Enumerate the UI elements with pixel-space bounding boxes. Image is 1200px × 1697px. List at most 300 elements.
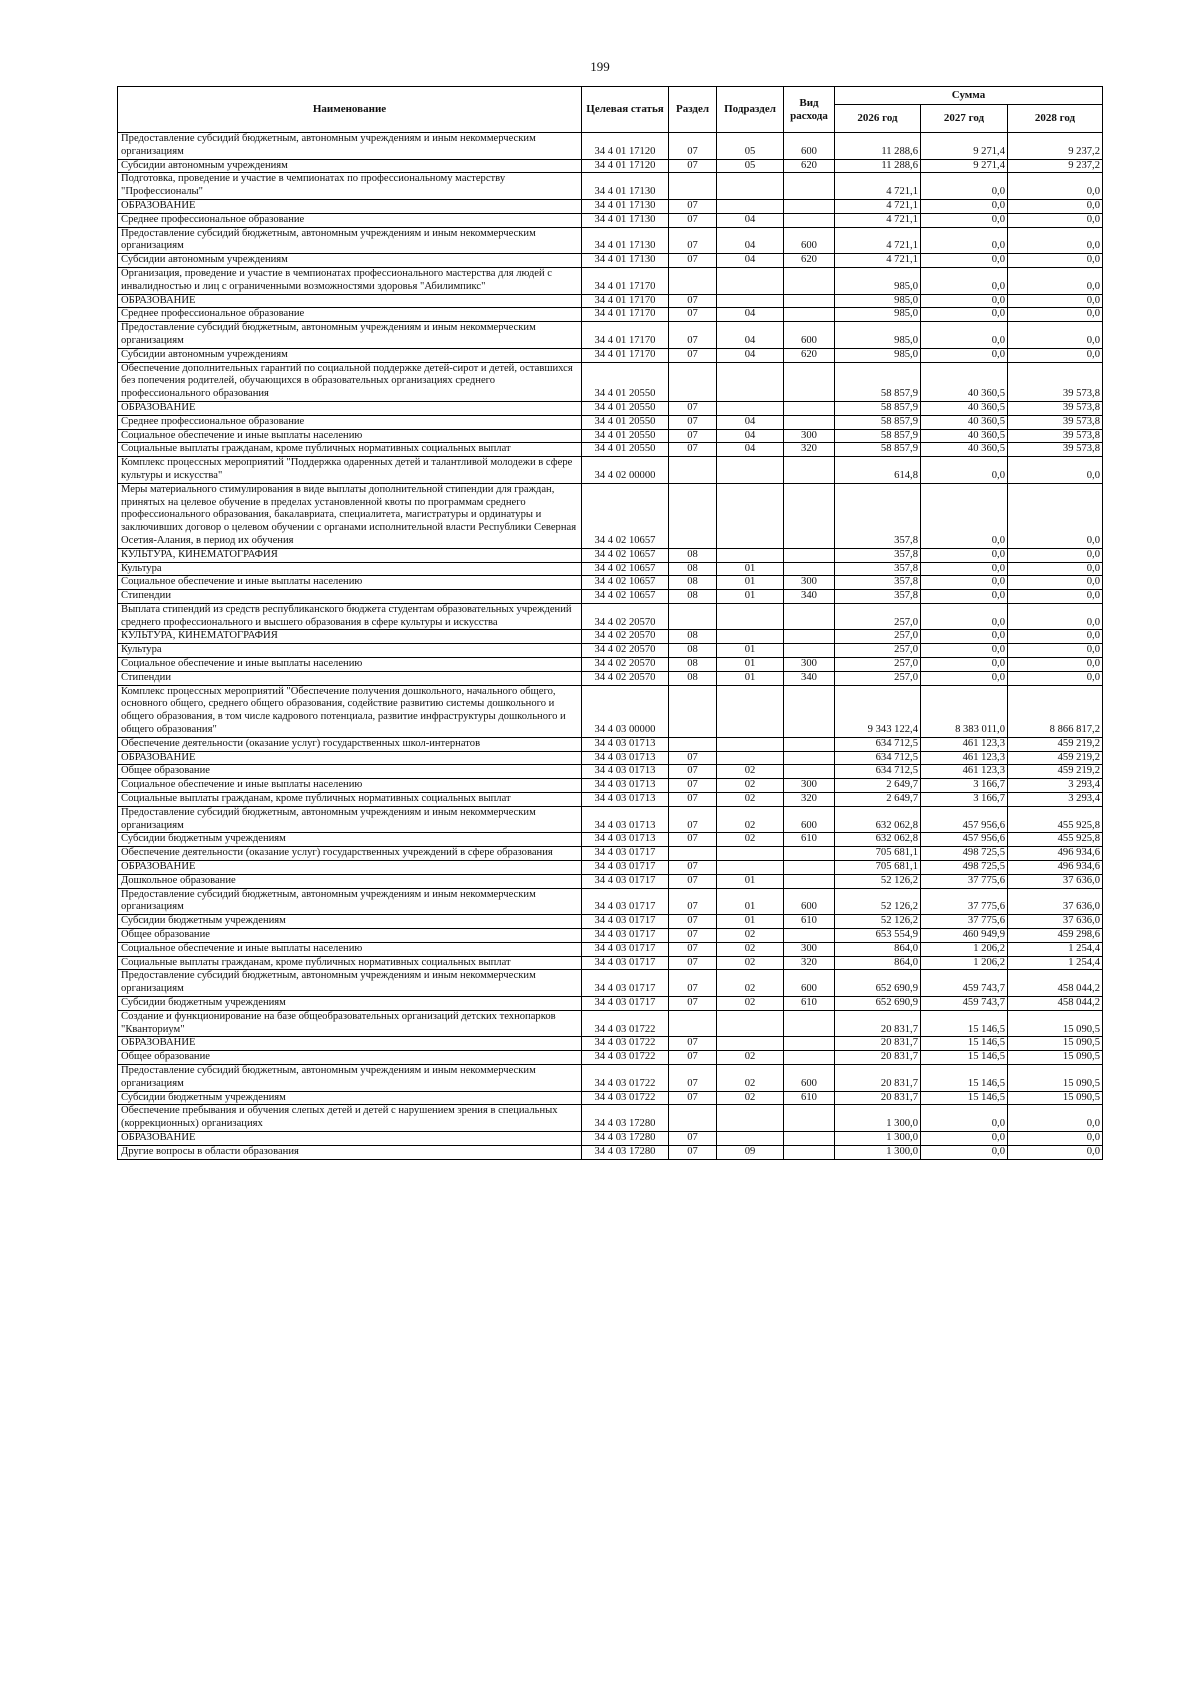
table-row [118, 457, 1103, 484]
row-sum-2027: 0,0 [921, 457, 1008, 484]
row-target-code: 34 4 03 17280 [582, 1105, 669, 1132]
row-sum-2026: 864,0 [835, 942, 921, 956]
row-vid: 600 [784, 133, 835, 160]
row-razdel [669, 267, 717, 294]
row-razdel: 07 [669, 956, 717, 970]
row-sum-2027: 0,0 [921, 348, 1008, 362]
row-razdel [669, 847, 717, 861]
row-sum-2026: 4 721,1 [835, 213, 921, 227]
row-razdel: 07 [669, 308, 717, 322]
table-row [118, 1131, 1103, 1145]
row-target-code: 34 4 01 17120 [582, 133, 669, 160]
row-sum-2026: 20 831,7 [835, 1037, 921, 1051]
row-sum-2027: 40 360,5 [921, 415, 1008, 429]
row-name: Стипендии [118, 671, 582, 685]
table-row [118, 1091, 1103, 1105]
row-sum-2027: 457 956,6 [921, 806, 1008, 833]
table-row [118, 970, 1103, 997]
row-target-code: 34 4 01 17170 [582, 294, 669, 308]
row-target-code: 34 4 01 20550 [582, 362, 669, 401]
row-vid [784, 603, 835, 630]
row-sum-2028: 458 044,2 [1008, 997, 1103, 1011]
row-sum-2026: 58 857,9 [835, 429, 921, 443]
row-sum-2026: 985,0 [835, 308, 921, 322]
row-razdel: 08 [669, 590, 717, 604]
row-target-code: 34 4 03 01713 [582, 793, 669, 807]
row-name: Обеспечение деятельности (оказание услуг) государственных школ-интернатов [118, 737, 582, 751]
row-sum-2028: 8 866 817,2 [1008, 685, 1103, 737]
row-vid [784, 847, 835, 861]
row-vid: 300 [784, 576, 835, 590]
row-sum-2027: 0,0 [921, 603, 1008, 630]
row-podrazdel [717, 362, 784, 401]
row-vid [784, 173, 835, 200]
table-row [118, 833, 1103, 847]
row-sum-2027: 15 146,5 [921, 1091, 1008, 1105]
row-sum-2027: 457 956,6 [921, 833, 1008, 847]
row-podrazdel [717, 1131, 784, 1145]
row-target-code: 34 4 01 17170 [582, 267, 669, 294]
row-target-code: 34 4 01 20550 [582, 429, 669, 443]
row-vid: 600 [784, 888, 835, 915]
table-row [118, 254, 1103, 268]
row-razdel [669, 685, 717, 737]
row-razdel [669, 1105, 717, 1132]
row-name: Общее образование [118, 765, 582, 779]
row-name: Предоставление субсидий бюджетным, автономным учреждениям и иным некоммерческим организациям [118, 1064, 582, 1091]
row-sum-2027: 0,0 [921, 630, 1008, 644]
row-name: Предоставление субсидий бюджетным, автономным учреждениям и иным некоммерческим организациям [118, 227, 582, 254]
row-name: Субсидии автономным учреждениям [118, 159, 582, 173]
row-podrazdel: 02 [717, 833, 784, 847]
row-sum-2026: 985,0 [835, 322, 921, 349]
row-sum-2028: 37 636,0 [1008, 888, 1103, 915]
row-sum-2027: 8 383 011,0 [921, 685, 1008, 737]
row-sum-2028: 37 636,0 [1008, 874, 1103, 888]
row-target-code: 34 4 02 20570 [582, 671, 669, 685]
row-sum-2027: 37 775,6 [921, 874, 1008, 888]
row-sum-2028: 455 925,8 [1008, 806, 1103, 833]
row-sum-2026: 58 857,9 [835, 443, 921, 457]
row-sum-2027: 459 743,7 [921, 997, 1008, 1011]
row-sum-2027: 37 775,6 [921, 888, 1008, 915]
row-sum-2028: 15 090,5 [1008, 1091, 1103, 1105]
row-sum-2028: 0,0 [1008, 267, 1103, 294]
row-podrazdel [717, 294, 784, 308]
row-podrazdel: 02 [717, 970, 784, 997]
table-row [118, 671, 1103, 685]
row-name: ОБРАЗОВАНИЕ [118, 861, 582, 875]
row-target-code: 34 4 02 10657 [582, 562, 669, 576]
row-podrazdel: 02 [717, 1051, 784, 1065]
row-sum-2028: 15 090,5 [1008, 1064, 1103, 1091]
row-target-code: 34 4 03 17280 [582, 1131, 669, 1145]
row-sum-2028: 0,0 [1008, 322, 1103, 349]
row-podrazdel: 01 [717, 874, 784, 888]
row-vid [784, 1131, 835, 1145]
table-row [118, 658, 1103, 672]
row-sum-2028: 1 254,4 [1008, 956, 1103, 970]
row-podrazdel [717, 737, 784, 751]
row-name: Предоставление субсидий бюджетным, автономным учреждениям и иным некоммерческим организациям [118, 970, 582, 997]
row-vid [784, 861, 835, 875]
row-podrazdel: 02 [717, 997, 784, 1011]
row-sum-2028: 0,0 [1008, 294, 1103, 308]
row-name: ОБРАЗОВАНИЕ [118, 1037, 582, 1051]
row-sum-2027: 3 166,7 [921, 793, 1008, 807]
row-sum-2028: 0,0 [1008, 576, 1103, 590]
row-sum-2026: 357,8 [835, 576, 921, 590]
row-name: Предоставление субсидий бюджетным, автономным учреждениям и иным некоммерческим организациям [118, 888, 582, 915]
row-name: Социальное обеспечение и иные выплаты населению [118, 779, 582, 793]
row-vid [784, 213, 835, 227]
row-podrazdel: 01 [717, 576, 784, 590]
table-row [118, 562, 1103, 576]
table-row [118, 348, 1103, 362]
row-podrazdel [717, 1105, 784, 1132]
row-sum-2028: 0,0 [1008, 213, 1103, 227]
row-razdel: 08 [669, 658, 717, 672]
table-row [118, 1037, 1103, 1051]
row-target-code: 34 4 03 00000 [582, 685, 669, 737]
row-vid [784, 630, 835, 644]
row-sum-2027: 15 146,5 [921, 1010, 1008, 1037]
row-target-code: 34 4 02 10657 [582, 576, 669, 590]
row-sum-2026: 2 649,7 [835, 793, 921, 807]
row-target-code: 34 4 01 17120 [582, 159, 669, 173]
row-sum-2026: 257,0 [835, 644, 921, 658]
table-row [118, 362, 1103, 401]
row-target-code: 34 4 01 20550 [582, 443, 669, 457]
row-sum-2028: 39 573,8 [1008, 443, 1103, 457]
table-row [118, 874, 1103, 888]
row-sum-2026: 257,0 [835, 671, 921, 685]
row-sum-2027: 0,0 [921, 658, 1008, 672]
row-name: Социальное обеспечение и иные выплаты населению [118, 429, 582, 443]
row-sum-2027: 40 360,5 [921, 429, 1008, 443]
row-vid: 620 [784, 348, 835, 362]
header-podrazdel: Подраздел [717, 87, 784, 133]
row-vid [784, 685, 835, 737]
row-podrazdel: 02 [717, 806, 784, 833]
table-row [118, 603, 1103, 630]
table-row [118, 590, 1103, 604]
row-target-code: 34 4 01 17130 [582, 213, 669, 227]
row-target-code: 34 4 03 01717 [582, 942, 669, 956]
row-target-code: 34 4 03 01713 [582, 779, 669, 793]
row-sum-2027: 0,0 [921, 254, 1008, 268]
row-podrazdel: 02 [717, 956, 784, 970]
row-target-code: 34 4 03 01717 [582, 874, 669, 888]
row-sum-2028: 0,0 [1008, 227, 1103, 254]
row-podrazdel [717, 401, 784, 415]
table-row [118, 630, 1103, 644]
row-sum-2026: 257,0 [835, 658, 921, 672]
row-razdel: 07 [669, 1091, 717, 1105]
row-sum-2026: 357,8 [835, 562, 921, 576]
row-razdel [669, 483, 717, 548]
budget-table [117, 86, 1103, 1160]
table-row [118, 685, 1103, 737]
row-sum-2028: 37 636,0 [1008, 915, 1103, 929]
row-sum-2026: 634 712,5 [835, 751, 921, 765]
row-sum-2028: 3 293,4 [1008, 793, 1103, 807]
row-target-code: 34 4 03 01713 [582, 806, 669, 833]
row-name: Комплекс процессных мероприятий "Поддержка одаренных детей и талантливой молодежи в сфере культуры и искусства" [118, 457, 582, 484]
table-row [118, 415, 1103, 429]
row-target-code: 34 4 03 01722 [582, 1010, 669, 1037]
row-sum-2028: 0,0 [1008, 644, 1103, 658]
row-name: Подготовка, проведение и участие в чемпионатах по профессиональному мастерству "Профессионалы" [118, 173, 582, 200]
row-razdel: 07 [669, 779, 717, 793]
row-sum-2028: 0,0 [1008, 630, 1103, 644]
row-name: КУЛЬТУРА, КИНЕМАТОГРАФИЯ [118, 630, 582, 644]
row-vid [784, 362, 835, 401]
row-sum-2028: 0,0 [1008, 308, 1103, 322]
row-target-code: 34 4 03 01717 [582, 956, 669, 970]
row-sum-2027: 3 166,7 [921, 779, 1008, 793]
table-row [118, 1051, 1103, 1065]
row-name: ОБРАЗОВАНИЕ [118, 294, 582, 308]
row-razdel: 07 [669, 833, 717, 847]
row-name: Предоставление субсидий бюджетным, автономным учреждениям и иным некоммерческим организациям [118, 133, 582, 160]
row-razdel: 08 [669, 644, 717, 658]
row-razdel: 07 [669, 159, 717, 173]
row-target-code: 34 4 01 17170 [582, 308, 669, 322]
row-sum-2028: 496 934,6 [1008, 861, 1103, 875]
row-vid [784, 401, 835, 415]
header-sum: Сумма [835, 87, 1103, 105]
row-name: Обеспечение деятельности (оказание услуг) государственных учреждений в сфере образования [118, 847, 582, 861]
row-podrazdel: 04 [717, 443, 784, 457]
row-sum-2026: 20 831,7 [835, 1010, 921, 1037]
row-razdel: 07 [669, 915, 717, 929]
row-sum-2026: 653 554,9 [835, 929, 921, 943]
row-sum-2026: 1 300,0 [835, 1105, 921, 1132]
row-razdel: 08 [669, 562, 717, 576]
row-target-code: 34 4 01 20550 [582, 415, 669, 429]
row-vid [784, 737, 835, 751]
row-sum-2028: 0,0 [1008, 590, 1103, 604]
row-podrazdel: 01 [717, 915, 784, 929]
row-sum-2026: 4 721,1 [835, 199, 921, 213]
row-sum-2028: 455 925,8 [1008, 833, 1103, 847]
row-name: Меры материального стимулирования в виде выплаты дополнительной стипендии для граждан, принятых на целевое обучение в пределах установленной квоты по программам среднего профессионального образования, бакалавриата, специалитета, магистратуры и ординатуры и заключивших договор о целевом обучении с органами исполнительной власти Республики Северная Осетия-Алания, в период их обучения [118, 483, 582, 548]
row-name: Культура [118, 644, 582, 658]
row-sum-2028: 15 090,5 [1008, 1037, 1103, 1051]
row-target-code: 34 4 02 20570 [582, 644, 669, 658]
row-podrazdel: 02 [717, 765, 784, 779]
row-sum-2028: 39 573,8 [1008, 429, 1103, 443]
table-row [118, 199, 1103, 213]
row-name: Социальное обеспечение и иные выплаты населению [118, 942, 582, 956]
table-row [118, 294, 1103, 308]
row-sum-2027: 0,0 [921, 548, 1008, 562]
row-sum-2026: 2 649,7 [835, 779, 921, 793]
row-vid [784, 929, 835, 943]
row-name: Социальное обеспечение и иные выплаты населению [118, 658, 582, 672]
row-sum-2027: 461 123,3 [921, 765, 1008, 779]
row-razdel: 07 [669, 997, 717, 1011]
row-target-code: 34 4 03 01713 [582, 765, 669, 779]
row-podrazdel: 04 [717, 348, 784, 362]
row-razdel: 07 [669, 1131, 717, 1145]
table-row [118, 308, 1103, 322]
row-vid: 610 [784, 833, 835, 847]
row-podrazdel: 04 [717, 429, 784, 443]
row-name: Общее образование [118, 929, 582, 943]
row-sum-2028: 459 219,2 [1008, 765, 1103, 779]
row-vid: 300 [784, 658, 835, 672]
row-sum-2026: 1 300,0 [835, 1145, 921, 1159]
row-razdel: 08 [669, 671, 717, 685]
row-razdel: 07 [669, 133, 717, 160]
row-sum-2027: 461 123,3 [921, 737, 1008, 751]
row-podrazdel: 01 [717, 888, 784, 915]
row-target-code: 34 4 01 17130 [582, 227, 669, 254]
row-name: Выплата стипендий из средств республиканского бюджета студентам образовательных учреждений среднего профессионального и высшего образования в сфере культуры и искусства [118, 603, 582, 630]
row-podrazdel: 04 [717, 308, 784, 322]
row-vid [784, 1037, 835, 1051]
row-podrazdel: 02 [717, 929, 784, 943]
row-sum-2027: 0,0 [921, 562, 1008, 576]
row-vid [784, 457, 835, 484]
row-name: Стипендии [118, 590, 582, 604]
row-razdel: 07 [669, 348, 717, 362]
table-row [118, 779, 1103, 793]
row-target-code: 34 4 03 01722 [582, 1064, 669, 1091]
table-row [118, 806, 1103, 833]
row-sum-2028: 458 044,2 [1008, 970, 1103, 997]
row-vid [784, 562, 835, 576]
row-razdel: 07 [669, 861, 717, 875]
row-sum-2028: 0,0 [1008, 1145, 1103, 1159]
row-name: ОБРАЗОВАНИЕ [118, 199, 582, 213]
row-sum-2028: 0,0 [1008, 562, 1103, 576]
row-vid [784, 1145, 835, 1159]
row-podrazdel: 02 [717, 942, 784, 956]
row-name: Социальные выплаты гражданам, кроме публичных нормативных социальных выплат [118, 793, 582, 807]
row-target-code: 34 4 03 01717 [582, 888, 669, 915]
row-vid: 600 [784, 806, 835, 833]
row-target-code: 34 4 02 10657 [582, 483, 669, 548]
row-sum-2026: 52 126,2 [835, 874, 921, 888]
row-target-code: 34 4 03 01717 [582, 847, 669, 861]
row-podrazdel [717, 751, 784, 765]
row-vid: 620 [784, 254, 835, 268]
row-target-code: 34 4 03 17280 [582, 1145, 669, 1159]
row-podrazdel: 02 [717, 1091, 784, 1105]
row-sum-2027: 0,0 [921, 267, 1008, 294]
row-sum-2027: 40 360,5 [921, 443, 1008, 457]
table-row [118, 159, 1103, 173]
row-name: Предоставление субсидий бюджетным, автономным учреждениям и иным некоммерческим организациям [118, 322, 582, 349]
row-razdel: 07 [669, 294, 717, 308]
row-sum-2028: 459 219,2 [1008, 737, 1103, 751]
row-sum-2027: 0,0 [921, 1131, 1008, 1145]
row-sum-2026: 4 721,1 [835, 254, 921, 268]
row-sum-2026: 4 721,1 [835, 227, 921, 254]
row-name: ОБРАЗОВАНИЕ [118, 1131, 582, 1145]
table-row [118, 915, 1103, 929]
row-target-code: 34 4 02 10657 [582, 590, 669, 604]
row-sum-2028: 0,0 [1008, 199, 1103, 213]
row-vid [784, 483, 835, 548]
row-razdel [669, 603, 717, 630]
row-target-code: 34 4 03 01713 [582, 751, 669, 765]
row-name: Социальные выплаты гражданам, кроме публичных нормативных социальных выплат [118, 443, 582, 457]
row-razdel: 08 [669, 576, 717, 590]
row-target-code: 34 4 03 01722 [582, 1091, 669, 1105]
row-name: Субсидии бюджетным учреждениям [118, 997, 582, 1011]
row-vid: 600 [784, 322, 835, 349]
row-sum-2027: 0,0 [921, 213, 1008, 227]
row-razdel: 07 [669, 751, 717, 765]
row-razdel [669, 737, 717, 751]
row-podrazdel [717, 685, 784, 737]
row-sum-2027: 0,0 [921, 483, 1008, 548]
row-sum-2028: 0,0 [1008, 348, 1103, 362]
row-vid: 600 [784, 1064, 835, 1091]
row-sum-2027: 460 949,9 [921, 929, 1008, 943]
row-target-code: 34 4 03 01717 [582, 997, 669, 1011]
row-sum-2027: 1 206,2 [921, 942, 1008, 956]
header-2027: 2027 год [921, 105, 1008, 133]
row-name: Обеспечение пребывания и обучения слепых детей и детей с нарушением зрения в специальных (коррекционных) организациях [118, 1105, 582, 1132]
row-vid: 620 [784, 159, 835, 173]
header-2026: 2026 год [835, 105, 921, 133]
row-name: Создание и функционирование на базе общеобразовательных организаций детских технопарков "Кванториум" [118, 1010, 582, 1037]
table-row [118, 429, 1103, 443]
row-razdel: 07 [669, 765, 717, 779]
row-vid: 300 [784, 779, 835, 793]
row-sum-2026: 11 288,6 [835, 133, 921, 160]
row-razdel: 07 [669, 929, 717, 943]
row-sum-2026: 20 831,7 [835, 1091, 921, 1105]
row-sum-2027: 498 725,5 [921, 861, 1008, 875]
row-razdel: 07 [669, 942, 717, 956]
row-sum-2026: 985,0 [835, 267, 921, 294]
row-podrazdel [717, 548, 784, 562]
row-podrazdel: 05 [717, 159, 784, 173]
table-row [118, 997, 1103, 1011]
row-podrazdel: 01 [717, 590, 784, 604]
row-razdel: 07 [669, 1145, 717, 1159]
row-sum-2027: 15 146,5 [921, 1037, 1008, 1051]
row-sum-2026: 652 690,9 [835, 970, 921, 997]
row-sum-2027: 0,0 [921, 1105, 1008, 1132]
header-vid: Вид расхода [784, 87, 835, 133]
row-sum-2027: 0,0 [921, 590, 1008, 604]
row-name: Дошкольное образование [118, 874, 582, 888]
row-podrazdel [717, 267, 784, 294]
table-row [118, 956, 1103, 970]
row-sum-2026: 705 681,1 [835, 847, 921, 861]
row-vid [784, 1010, 835, 1037]
row-razdel: 07 [669, 443, 717, 457]
row-razdel [669, 1010, 717, 1037]
row-sum-2027: 498 725,5 [921, 847, 1008, 861]
row-razdel [669, 173, 717, 200]
row-sum-2026: 257,0 [835, 603, 921, 630]
row-podrazdel [717, 483, 784, 548]
table-row [118, 401, 1103, 415]
row-sum-2027: 459 743,7 [921, 970, 1008, 997]
row-vid: 600 [784, 970, 835, 997]
table-row [118, 888, 1103, 915]
row-vid [784, 874, 835, 888]
row-target-code: 34 4 01 17130 [582, 173, 669, 200]
